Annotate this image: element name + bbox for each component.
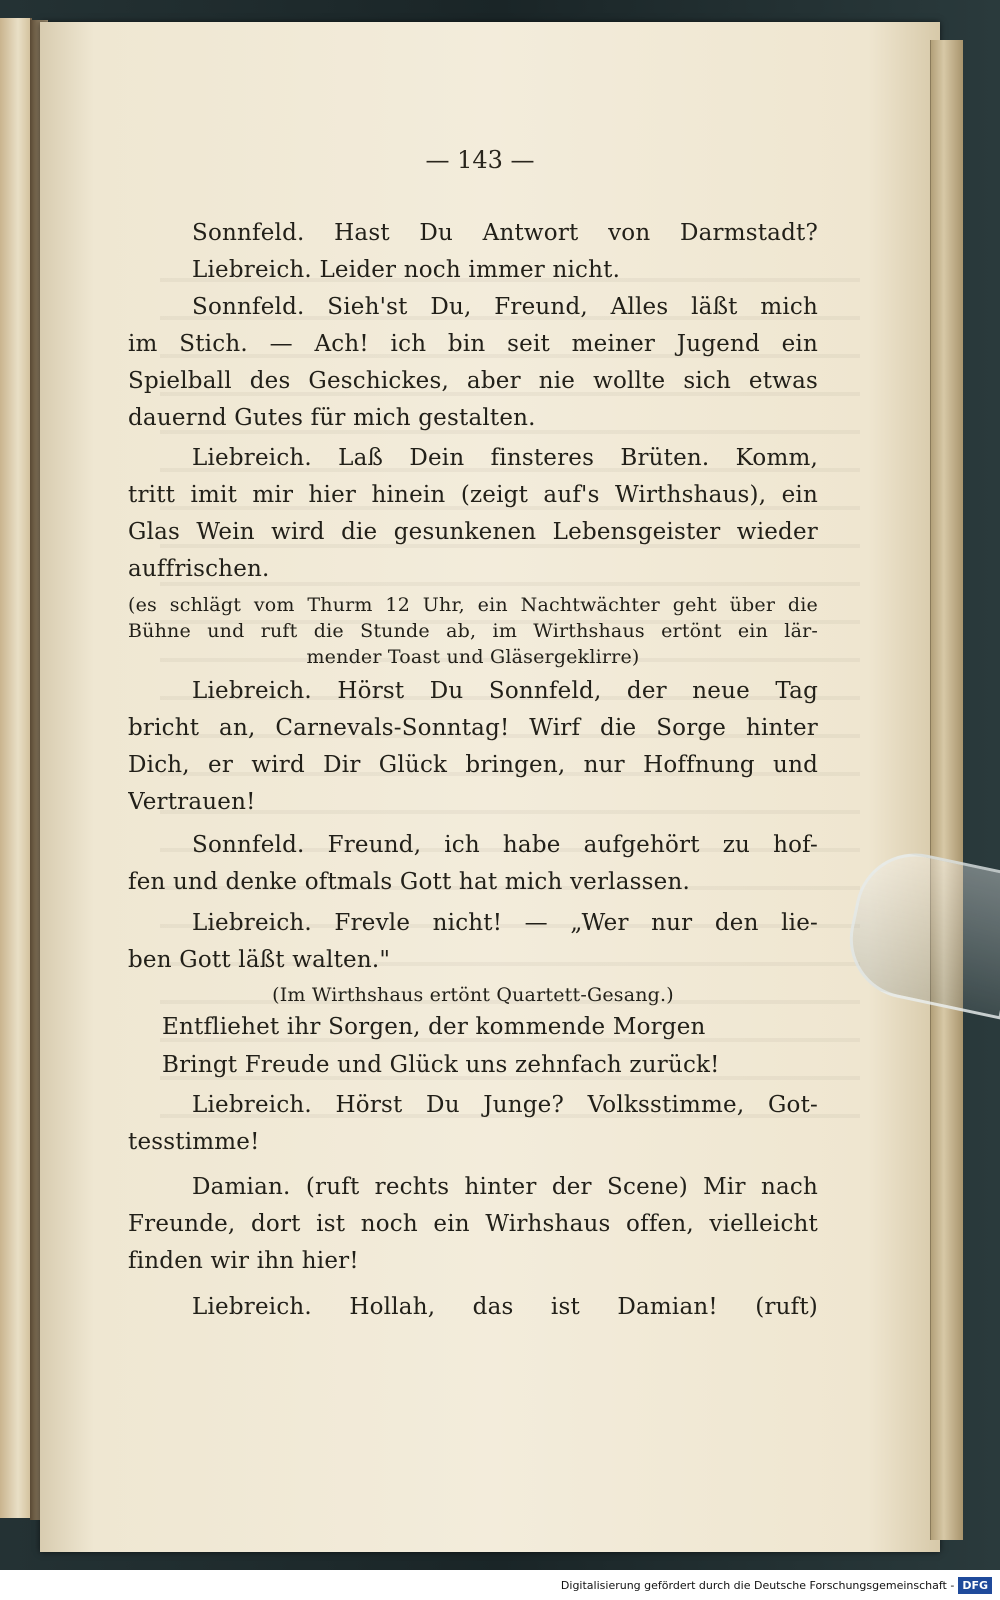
text-line: auffrischen. [128, 556, 270, 582]
text-line: Spielball des Geschickes, aber nie wollte sich etwas [128, 368, 818, 394]
stage-direction: Bühne und ruft die Stunde ab, im Wirthshaus ertönt ein lär- [128, 620, 818, 642]
text-line: ben Gott läßt walten." [128, 947, 391, 973]
text-line: Sonnfeld. Sieh'st Du, Freund, Alles läßt mich [192, 294, 818, 320]
text-line: im Stich. — Ach! ich bin seit meiner Jugend ein [128, 331, 818, 357]
text-line: Liebreich. Laß Dein finsteres Brüten. Komm, [192, 445, 818, 471]
text-line: Sonnfeld. Hast Du Antwort von Darmstadt? [192, 220, 818, 246]
song-line: Entfliehet ihr Sorgen, der kommende Morgen [162, 1014, 706, 1040]
page-number: — 143 — [425, 146, 535, 174]
text-line: bricht an, Carnevals-Sonntag! Wirf die Sorge hinter [128, 715, 818, 741]
text-line: Dich, er wird Dir Glück bringen, nur Hoffnung und [128, 752, 818, 778]
stage-direction: (Im Wirthshaus ertönt Quartett-Gesang.) [272, 984, 674, 1006]
footer-text: Digitalisierung gefördert durch die Deutsche Forschungsgemeinschaft - [560, 1578, 955, 1592]
stage-direction: mender Toast und Gläsergeklirre) [306, 646, 640, 668]
text-line: Sonnfeld. Freund, ich habe aufgehört zu hof- [192, 832, 818, 858]
text-line: Liebreich. Hörst Du Sonnfeld, der neue Tag [192, 678, 818, 704]
text-line: Damian. (ruft rechts hinter der Scene) Mir nach [192, 1174, 818, 1200]
dfg-logo: DFG [958, 1577, 992, 1594]
left-page-edge [0, 18, 32, 1518]
text-line: tritt imit mir hier hinein (zeigt auf's Wirthshaus), ein [128, 482, 818, 508]
text-line: Liebreich. Hörst Du Junge? Volksstimme, Got- [192, 1092, 818, 1118]
text-line: tesstimme! [128, 1129, 260, 1155]
text-line: dauernd Gutes für mich gestalten. [128, 405, 536, 431]
text-line: Liebreich. Leider noch immer nicht. [192, 257, 621, 283]
text-line: fen und denke oftmals Gott hat mich verlassen. [128, 869, 690, 895]
song-line: Bringt Freude und Glück uns zehnfach zurück! [162, 1052, 720, 1078]
text-line: Glas Wein wird die gesunkenen Lebensgeister wieder [128, 519, 818, 545]
digitization-footer [0, 1570, 1000, 1600]
text-line: Freunde, dort ist noch ein Wirhshaus offen, vielleicht [128, 1211, 818, 1237]
text-line: Liebreich. Hollah, das ist Damian! (ruft) [192, 1294, 818, 1320]
text-line: Vertrauen! [128, 789, 256, 815]
text-line: finden wir ihn hier! [128, 1248, 359, 1274]
text-line: Liebreich. Frevle nicht! — „Wer nur den lie- [192, 910, 818, 936]
page-stack-edge [930, 40, 963, 1540]
stage-direction: (es schlägt vom Thurm 12 Uhr, ein Nachtwächter geht über die [128, 594, 818, 616]
